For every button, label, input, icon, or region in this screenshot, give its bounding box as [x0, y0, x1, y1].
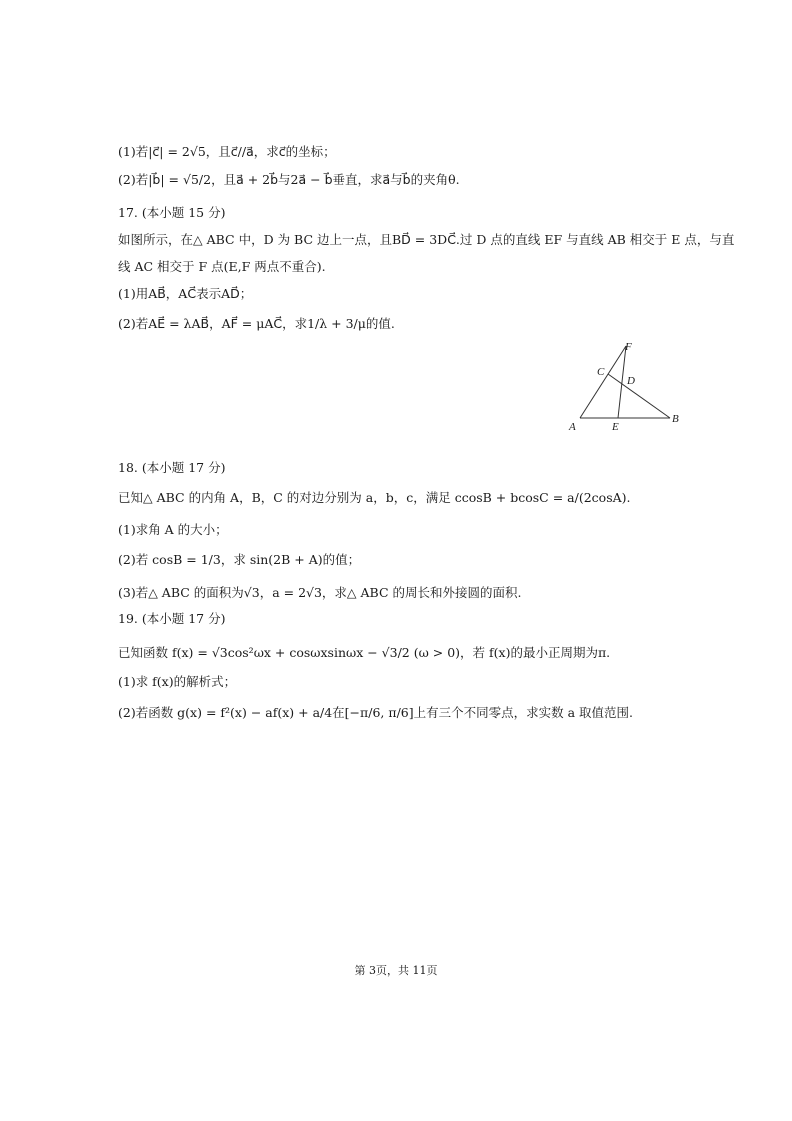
q17-heading: 17. (本小题 15 分) [118, 205, 226, 220]
page-footer: 第 3页，共 11页 [354, 964, 438, 977]
segment-cb [608, 374, 670, 418]
q18-stem: 已知△ ABC 的内角 A，B，C 的对边分别为 a，b，c，满足 ccosB + bcosC = a/(2cosA). [118, 490, 631, 505]
q18-part2: (2)若 cosB = 1/3，求 sin(2B + A)的值； [118, 552, 361, 567]
label-d: D [627, 375, 635, 387]
q18-part1: (1)求角 A 的大小； [118, 522, 228, 537]
triangle-figure [566, 338, 686, 434]
q17-part2: (2)若AE⃗ = λAB⃗，AF⃗ = μAC⃗，求1/λ + 3/μ的值. [118, 316, 395, 331]
q17-part1: (1)用AB⃗，AC⃗表示AD⃗； [118, 286, 253, 301]
q18-part3: (3)若△ ABC 的面积为√3，a = 2√3，求△ ABC 的周长和外接圆的面积. [118, 585, 522, 600]
q19-stem: 已知函数 f(x) = √3cos²ωx + cosωxsinωx − √3/2 (ω > 0)，若 f(x)的最小正周期为π. [118, 645, 611, 660]
q17-stem-line1: 如图所示，在△ ABC 中，D 为 BC 边上一点，且BD⃗ = 3DC⃗.过 D 点的直线 EF 与直线 AB 相交于 E 点，与直 [118, 232, 735, 247]
label-a: A [569, 421, 576, 433]
q19-part2: (2)若函数 g(x) = f²(x) − af(x) + a/4在[−π/6, π/6]上有三个不同零点，求实数 a 取值范围. [118, 705, 633, 720]
q18-heading: 18. (本小题 17 分) [118, 460, 226, 475]
label-f: F [625, 341, 632, 353]
q16-part2: (2)若|b⃗| = √5/2，且a⃗ + 2b⃗与2a⃗ − b⃗垂直，求a⃗与b⃗的夹角θ. [118, 172, 460, 187]
q19-heading: 19. (本小题 17 分) [118, 611, 226, 626]
q17-stem-line2: 线 AC 相交于 F 点(E,F 两点不重合). [118, 259, 326, 274]
label-c: C [597, 366, 605, 378]
label-b: B [672, 413, 679, 425]
label-e: E [612, 421, 619, 433]
q19-part1: (1)求 f(x)的解析式； [118, 674, 237, 689]
q16-part1: (1)若|c⃗| = 2√5，且c⃗//a⃗，求c⃗的坐标； [118, 144, 336, 159]
